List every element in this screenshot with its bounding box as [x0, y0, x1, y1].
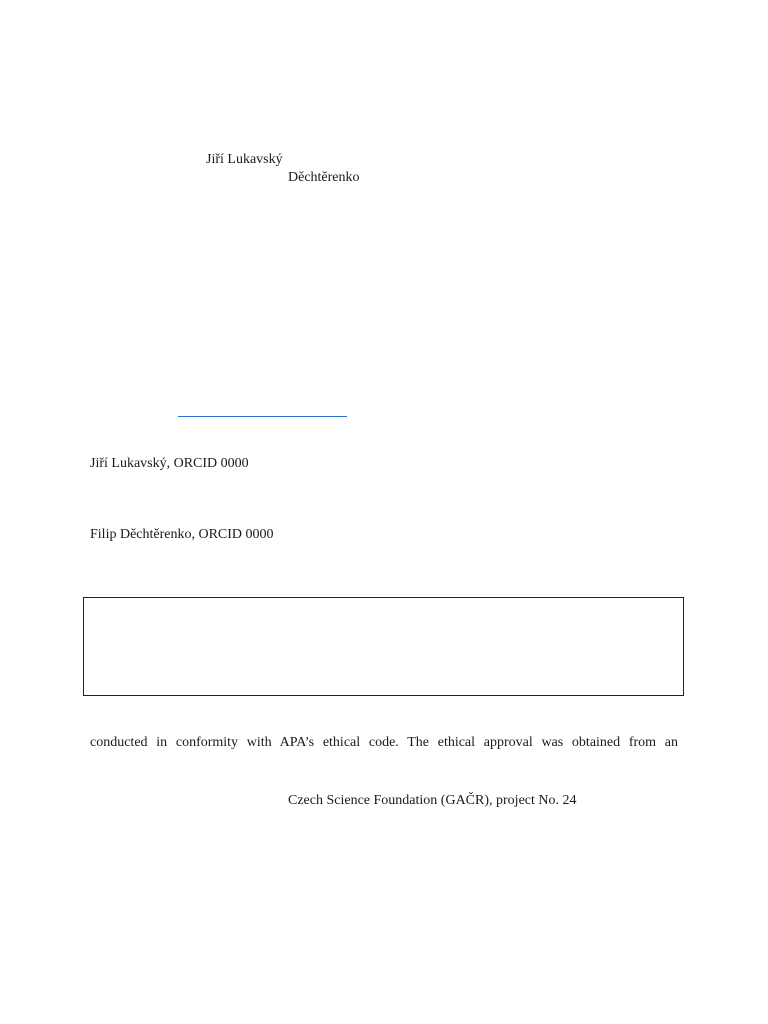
author-name-first: Jiří Lukavský [206, 152, 283, 167]
funding-statement: Czech Science Foundation (GAČR), project No. 24 [288, 793, 577, 808]
ethics-statement: conducted in conformity with APA’s ethical code. The ethical approval was obtained from an [90, 735, 678, 750]
orcid-line-dechterenko: Filip Děchtěrenko, ORCID 0000 [90, 527, 274, 542]
author-name-second: Děchtěrenko [288, 170, 360, 185]
hyperlink-underline[interactable] [178, 416, 347, 417]
empty-text-box [83, 597, 684, 696]
orcid-line-lukavsky: Jiří Lukavský, ORCID 0000 [90, 456, 249, 471]
